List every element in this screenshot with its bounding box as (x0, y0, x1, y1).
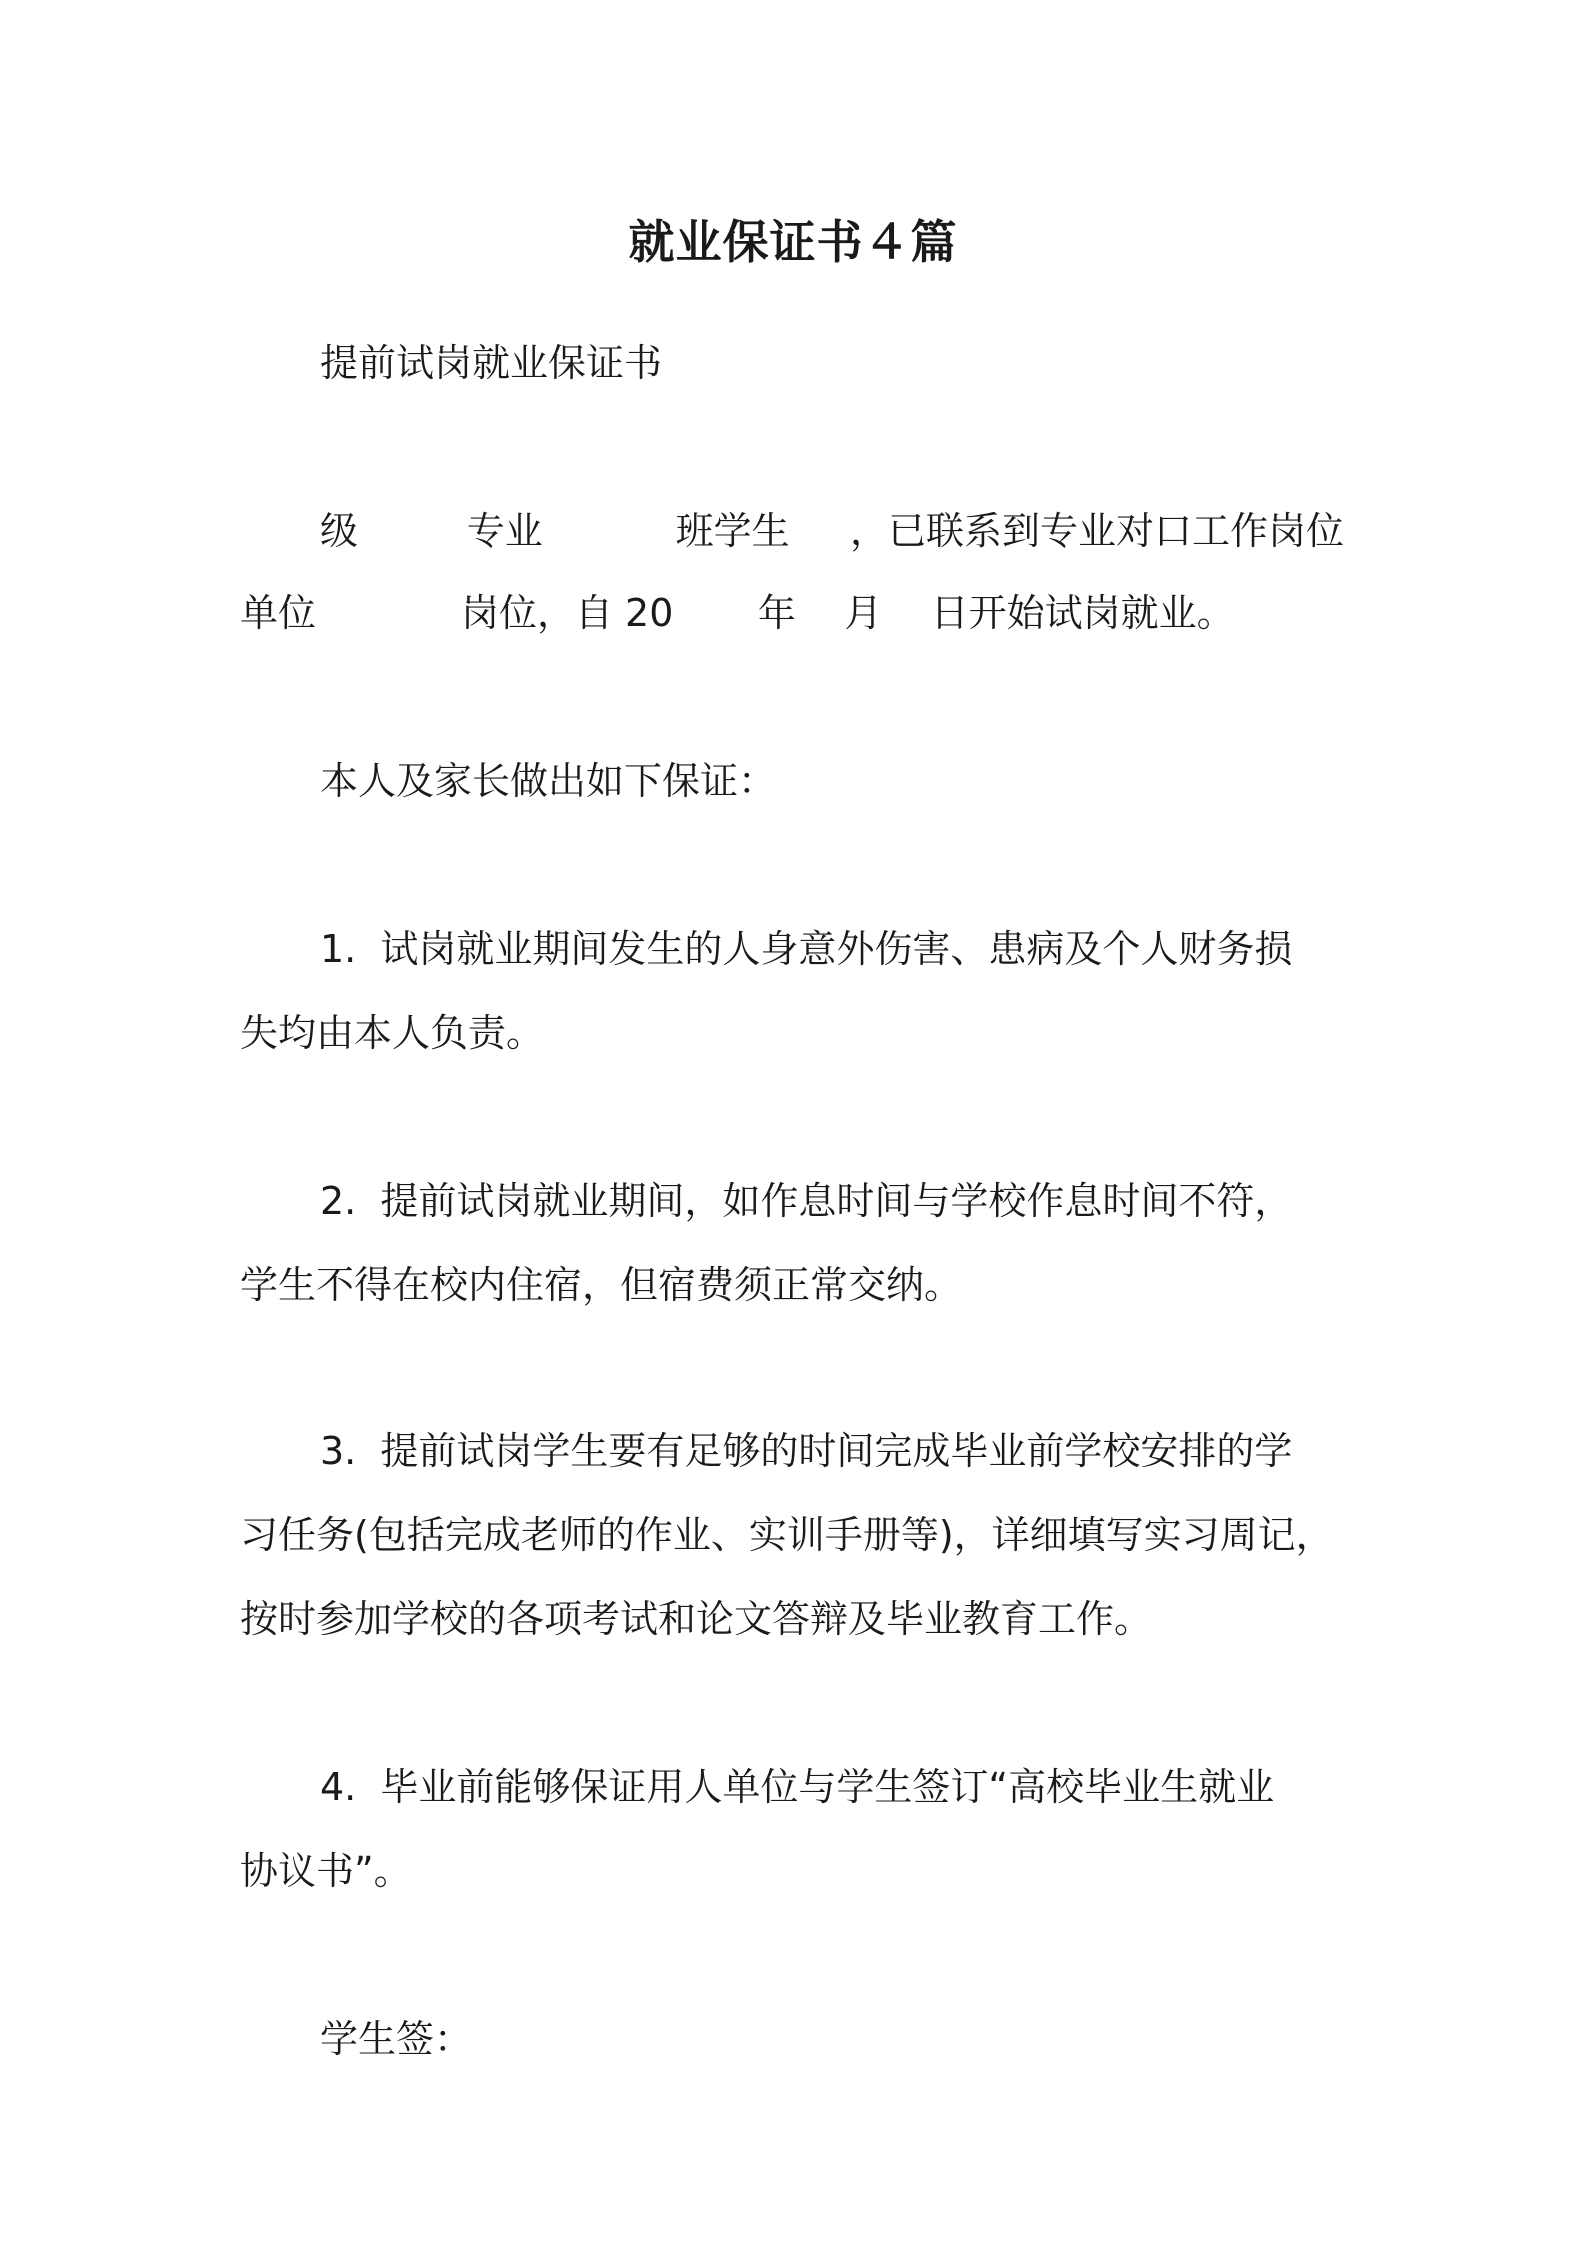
document-subtitle: 提前试岗就业保证书 (320, 341, 663, 385)
item3-line1: 3. 提前试岗学生要有足够的时间完成毕业前学校安排的学 (320, 1429, 1293, 1473)
item4-line1: 4. 毕业前能够保证用人单位与学生签订“高校毕业生就业 (320, 1765, 1275, 1809)
document-title: 就业保证书４篇 (628, 215, 958, 269)
paragraph1-line2: 单位 岗位，自 20 年 月 日开始试岗就业。 (240, 591, 1235, 635)
paragraph1-line1: 级 专业 班学生 ，已联系到专业对口工作岗位 (320, 509, 1344, 553)
item1-line1: 1. 试岗就业期间发生的人身意外伤害、患病及个人财务损 (320, 927, 1293, 971)
item4-line2: 协议书”。 (240, 1849, 412, 1893)
item3-line3: 按时参加学校的各项考试和论文答辩及毕业教育工作。 (240, 1597, 1153, 1641)
signature-label: 学生签： (320, 2017, 473, 2061)
item2-line1: 2. 提前试岗就业期间，如作息时间与学校作息时间不符， (320, 1179, 1293, 1223)
item1-line2: 失均由本人负责。 (240, 1011, 545, 1055)
guarantee-intro: 本人及家长做出如下保证： (320, 759, 777, 803)
item3-line2: 习任务(包括完成老师的作业、实训手册等)，详细填写实习周记， (240, 1513, 1334, 1557)
item2-line2: 学生不得在校内住宿，但宿费须正常交纳。 (240, 1263, 963, 1307)
